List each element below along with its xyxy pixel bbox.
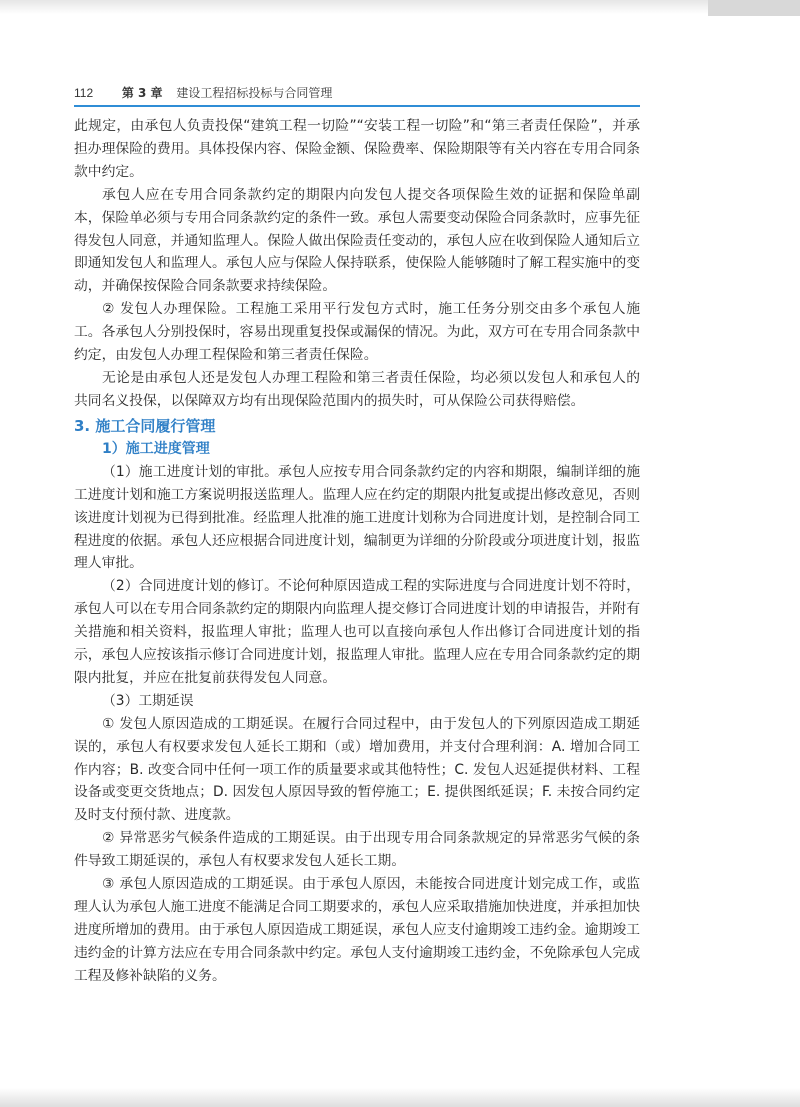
scan-edge-right: [708, 0, 800, 16]
page-header: [74, 85, 640, 101]
paragraph-schedule-approval: （1）施工进度计划的审批。承包人应按专用合同条款约定的内容和期限，编制详细的施工进度计划和施工方案说明报送监理人。监理人应在约定的期限内批复或提出修改意见，否则该进度计划视为已得到批准。经监理人批准的施工进度计划称为合同进度计划，是控制合同工程进度的依据。承包人还应根据合同进度计划，编制更为详细的分阶段或分项进度计划，报监理人审批。: [74, 463, 640, 572]
page-body: [74, 115, 640, 988]
chapter-title: 建设工程招标投标与合同管理: [176, 86, 333, 100]
paragraph-employer-delay: ① 发包人原因造成的工期延误。在履行合同过程中，由于发包人的下列原因造成工期延误的，承包人有权要求发包人延长工期和（或）增加费用，并支付合理利润：A. 增加合同工作内容；B. 改变合同中任何一项工作的质量要求或其他特性；C. 发包人迟延提供材料、工程设备或变更交货地点；D. 因发包人原因导致的暂停施工；E. 提供图纸延误；F. 未按合同约定及时支付预付款、进度款。: [74, 715, 640, 824]
paragraph-insurance-continued: 此规定，由承包人负责投保“建筑工程一切险”“安装工程一切险”和“第三者责任保险”，并承担办理保险的费用。具体投保内容、保险金额、保险费率、保险期限等有关内容在专用合同条款中约定。: [74, 118, 640, 180]
page-number: 112: [74, 86, 94, 100]
section-heading-contract-performance: 3. 施工合同履行管理: [74, 416, 216, 435]
chapter-label: 第 3 章: [121, 86, 163, 100]
paragraph-joint-insurance: 无论是由承包人还是发包人办理工程险和第三者责任保险，均必须以发包人和承包人的共同名义投保，以保障双方均有出现保险范围内的损失时，可从保险公司获得赔偿。: [74, 369, 640, 409]
paragraph-insurance-certificates: 承包人应在专用合同条款约定的期限内向发包人提交各项保险生效的证据和保险单副本，保险单必须与专用合同条款约定的条件一致。承包人需要变动保险合同条款时，应事先征得发包人同意，并通知监理人。保险人做出保险责任变动的，承包人应在收到保险人通知后立即通知发包人和监理人。承包人应与保险人保持联系，使保险人能够随时了解工程实施中的变动，并确保按保险合同条款要求持续保险。: [74, 186, 640, 295]
paragraph-contractor-delay: ③ 承包人原因造成的工期延误。由于承包人原因，未能按合同进度计划完成工作，或监理人认为承包人施工进度不能满足合同工期要求的，承包人应采取措施加快进度，并承担加快进度所增加的费用。由于承包人原因造成工期延误，承包人应支付逾期竣工违约金。逾期竣工违约金的计算方法应在专用合同条款中约定。承包人支付逾期竣工违约金，不免除承包人完成工程及修补缺陷的义务。: [74, 876, 640, 984]
scan-edge-bottom: [0, 1088, 800, 1107]
paragraph-employer-insurance: ② 发包人办理保险。工程施工采用平行发包方式时，施工任务分别交由多个承包人施工。各承包人分别投保时，容易出现重复投保或漏保的情况。为此，双方可在专用合同条款中约定，由发包人办理工程保险和第三者责任保险。: [74, 301, 640, 364]
paragraph-weather-delay: ② 异常恶劣气候条件造成的工期延误。由于出现专用合同条款规定的异常恶劣气候的条件导致工期延误的，承包人有权要求发包人延长工期。: [74, 830, 640, 870]
paragraph-schedule-revision: （2）合同进度计划的修订。不论何种原因造成工程的实际进度与合同进度计划不符时，承包人可以在专用合同条款约定的期限内向监理人提交修订合同进度计划的申请报告，并附有关措施和相关资料，报监理人审批；监理人也可以直接向承包人作出修订合同进度计划的指示，承包人应按该指示修订合同进度计划，报监理人审批。监理人应在专用合同条款约定的期限内批复，并应在批复前获得发包人同意。: [74, 578, 640, 686]
subsection-heading-schedule-management: 1）施工进度管理: [102, 440, 210, 457]
scan-edge-top: [0, 0, 800, 14]
header-rule: [74, 105, 640, 107]
paragraph-delay-heading: （3）工期延误: [102, 692, 194, 709]
